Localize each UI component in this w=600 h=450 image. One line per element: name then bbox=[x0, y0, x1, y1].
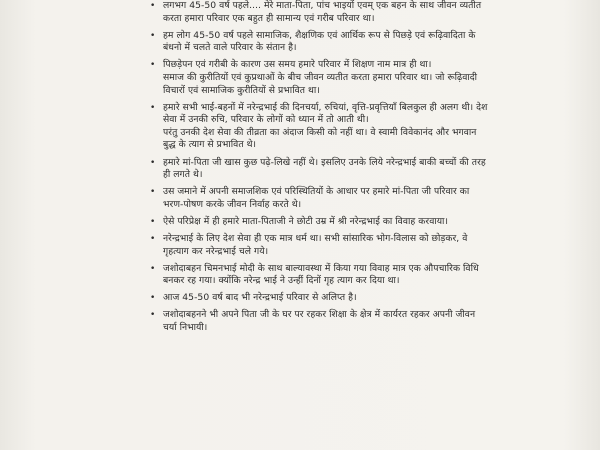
bullet-point: • bbox=[150, 102, 156, 113]
paragraph-text: नरेन्द्रभाई के लिए देश सेवा ही एक मात्र धर्म था। सभी सांसारिक भोग-विलास को छोड़कर, वे गृहत्याग कर नरेन्द्रभाई चले गये। bbox=[163, 233, 468, 257]
paragraph bbox=[150, 30, 490, 55]
paragraph-text: पिछड़ेपन एवं गरीबी के कारण उस समय हमारे परिवार में शिक्षण नाम मात्र ही था। bbox=[163, 59, 432, 71]
bullet-point: • bbox=[150, 234, 156, 244]
paragraph bbox=[150, 292, 490, 305]
paragraph-text: हम लोग 45-50 वर्ष पहले सामाजिक, शैक्षणिक एवं आर्थिक रूप से पिछड़े एवं रूढ़िवादिता के बंधनो में चलते वाले परिवार के संतान है। bbox=[163, 29, 476, 54]
paragraph bbox=[150, 127, 490, 152]
bullet-point: • bbox=[150, 157, 156, 168]
paragraph bbox=[150, 0, 490, 25]
bullet-point: • bbox=[150, 263, 156, 274]
bullet-point: • bbox=[150, 187, 156, 198]
paragraph bbox=[150, 216, 490, 229]
paragraph bbox=[150, 186, 490, 211]
paragraph bbox=[150, 233, 490, 258]
paragraph-text: समाज की कुरीतियों एवं कुप्रथाओं के बीच जीवन व्यतीत करता हमारा परिवार था। जो रूढ़िवादी विचारों एवं सामाजिक कुरीतियों से प्रभावित था। bbox=[163, 71, 478, 96]
paragraph-text: जशोदाबहनने भी अपने पिता जी के घर पर रहकर शिक्षा के क्षेत्र में कार्यरत रहकर अपनी जीवन चर्या निभायी। bbox=[163, 309, 476, 334]
paragraph-text: हमारे मां-पिता जी खास कुछ पढ़े-लिखे नहीं थे। इसलिए उनके लिये नरेन्द्रभाई बाकी बच्चों की तरह ही लगते थे। bbox=[163, 156, 486, 181]
document-body bbox=[150, 0, 490, 335]
paragraph-text: ऐसे परिप्रेक्ष में ही हमारे माता-पिताजी ने छोटी उम्र में श्री नरेन्द्रभाई का विवाह करवाया। bbox=[163, 215, 449, 227]
bullet-point: • bbox=[150, 60, 156, 71]
paragraph bbox=[150, 72, 490, 97]
paragraph-text: उस जमाने में अपनी समाजशिक एवं परिस्थितियों के आधार पर हमारे मां-पिता जी परिवार का भरण-पोषण करके जीवन निर्वाह करते थे। bbox=[163, 186, 470, 210]
paragraph-text: हमारे सभी भाई-बहनों में नरेन्द्रभाई की दिनचर्या, रुचियां, वृत्ति-प्रवृत्तियाँ बिलकुल ही अलग थी। देश सेवा में उनकी रुचि, परिवार के लोगों को ध्यान में तो आती थी। bbox=[163, 101, 488, 126]
paragraph-text: लगभग 45-50 वर्ष पहले.... मेरे माता-पिता, पांच भाइयों एवम् एक बहन के साथ जीवन व्यतीत करता हमारा परिवार एक बहुत ही सामान्य एवं गरीब परिवार था। bbox=[163, 0, 482, 24]
bullet-point: • bbox=[150, 216, 156, 227]
bullet-point: • bbox=[150, 1, 156, 11]
paragraph bbox=[150, 309, 490, 334]
paragraph bbox=[150, 157, 490, 182]
bullet-point: • bbox=[150, 310, 156, 321]
paragraph bbox=[150, 59, 490, 72]
bullet-point: • bbox=[150, 293, 156, 304]
bullet-point: • bbox=[150, 30, 156, 41]
paragraph bbox=[150, 102, 490, 127]
paragraph-text: आज 45-50 वर्ष बाद भी नरेन्द्रभाई परिवार से अलिप्त है। bbox=[163, 292, 357, 304]
paragraph-text: जशोदाबहन चिमनभाई मोदी के साथ बाल्यावस्था में किया गया विवाह मात्र एक औपचारिक विधि बनकर रह गया। क्योंकि नरेन्द्र भाई ने उन्हीं दिनों गृह त्याग कर दिया था। bbox=[163, 262, 479, 287]
paragraph bbox=[150, 263, 490, 288]
paragraph-text: परंतु उनकी देश सेवा की तीव्रता का अंदाज किसी को नहीं था। वे स्वामी विवेकानंद और भगवान बुद्ध के त्याग से प्रभावित थे। bbox=[163, 126, 477, 151]
